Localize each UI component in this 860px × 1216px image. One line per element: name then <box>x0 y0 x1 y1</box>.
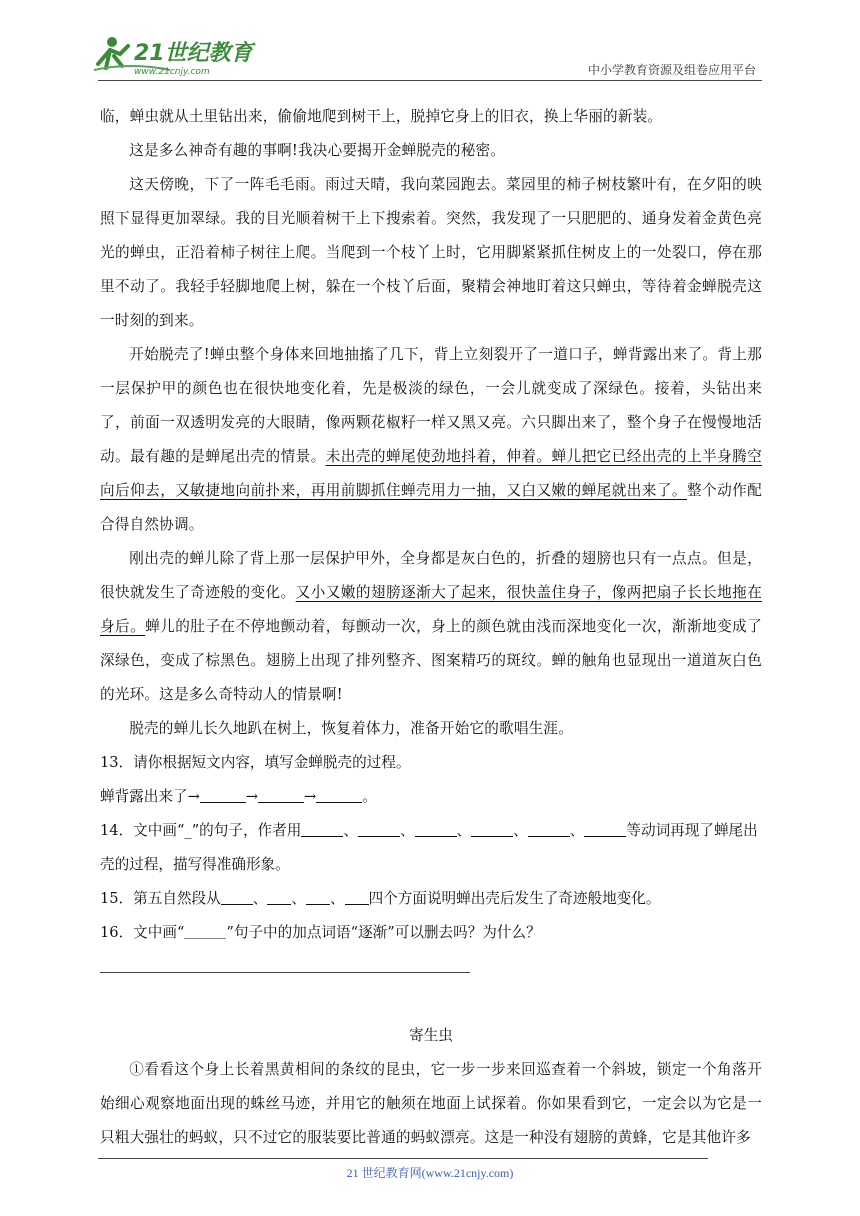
paragraph <box>100 338 762 542</box>
answer-blank[interactable] <box>306 888 330 905</box>
document-body <box>100 100 762 1155</box>
answer-blank[interactable] <box>471 820 513 837</box>
underlined-sentence: 又小又嫩的翅膀逐渐大了起来，很快盖住身子，像两把扇子长长地拖在身后。 <box>100 584 762 635</box>
answer-blank[interactable] <box>200 786 246 803</box>
paragraph <box>100 542 762 712</box>
answer-blank[interactable] <box>345 888 369 905</box>
header-divider <box>98 80 762 81</box>
paragraph: ①看看这个身上长着黑黄相间的条纹的昆虫，它一步一步来回巡查着一个斜坡，锁定一个角落开始细心观察地面出现的蛛丝马迹，并用它的触须在地面上试探着。你如果看到它，一定会以为它是一只粗大强壮的蚂蚁，只不过它的服装要比普通的蚂蚁漂亮。这是一种没有翅膀的黄蜂，它是其他许多 <box>100 1061 762 1146</box>
question-14: 14．文中画“_”的句子，作者用 、 、 、 、 、 等动词再现了蝉尾出壳的过程，描写得准确形象。 <box>100 822 758 873</box>
text-segment: 蝉儿的肚子在不停地颤动着，每颤动一次，身上的颜色就由浅而深地变化一次，渐渐地变成了深绿色，变成了棕黑色。翅膀上出现了排列整齐、图案精巧的斑纹。蝉的触角也显现出一道道灰白色的光环。这是多么奇特动人的情景啊! <box>100 618 762 703</box>
answer-line[interactable] <box>100 972 470 973</box>
underline-sample <box>184 922 226 939</box>
platform-name: 中小学教育资源及组卷应用平台 <box>587 63 756 77</box>
question-16: 16．文中画“ ”句子中的加点词语“逐渐”可以删去吗？为什么？ <box>100 924 541 941</box>
question-13: 13．请你根据短文内容，填写金蝉脱壳的过程。 <box>100 754 411 771</box>
footer-divider <box>98 1158 708 1159</box>
question-15: 15．第五自然段从 、 、 、 四个方面说明蝉出壳后发生了奇迹般地变化。 <box>100 890 661 907</box>
answer-blank[interactable] <box>584 820 626 837</box>
underlined-sentence: 未出壳的蝉尾使劲地抖着，伸着。蝉儿把它已经出壳的上半身腾空向后仰去，又敏捷地向前扑来，再用前脚抓住蝉壳用力一抽，又白又嫩的蝉尾就出来了。 <box>100 448 762 499</box>
answer-blank[interactable] <box>258 786 304 803</box>
page-footer: 21 世纪教育网(www.21cnjy.com) <box>346 1166 514 1180</box>
page-header <box>0 0 860 82</box>
answer-blank[interactable] <box>415 820 457 837</box>
svg-text:www.21cnjy.com: www.21cnjy.com <box>134 67 210 77</box>
answer-blank[interactable] <box>358 820 400 837</box>
text-segment: 刚出壳的蝉儿除了背上那一层保护甲外，全身都是灰白色的，折叠的翅膀也只有一点点。但是，很快就发生了奇迹般的变化。 <box>100 550 762 601</box>
answer-blank[interactable] <box>267 888 291 905</box>
site-logo <box>92 34 262 78</box>
paragraph: 这天傍晚，下了一阵毛毛雨。雨过天晴，我向菜园跑去。菜园里的柿子树枝繁叶有，在夕阳的映照下显得更加翠绿。我的目光顺着树干上下搜索着。突然，我发现了一只肥肥的、通身发着金黄色亮光的蝉虫，正沿着柿子树往上爬。当爬到一个枝丫上时，它用脚紧紧抓住树皮上的一处裂口，停在那里不动了。我轻手轻脚地爬上树，躲在一个枝丫后面，聚精会神地盯着这只蝉虫，等待着金蝉脱壳这一时刻的到来。 <box>100 176 762 329</box>
text-segment: 整个动作配合得自然协调。 <box>100 482 762 533</box>
paragraph: 脱壳的蝉儿长久地趴在树上，恢复着体力，准备开始它的歌唱生涯。 <box>129 720 574 737</box>
answer-blank[interactable] <box>316 786 362 803</box>
question-13-blanks: 蝉背露出来了→ → → 。 <box>100 788 377 805</box>
text-segment: 开始脱壳了!蝉虫整个身体来回地抽搐了几下，背上立刻裂开了一道口子，蝉背露出来了。背上那一层保护甲的颜色也在很快地变化着，先是极淡的绿色，一会儿就变成了深绿色。接着，头钻出来了，前面一双透明发亮的大眼睛，像两颗花椒籽一样又黑又亮。六只脚出来了，整个身子在慢慢地活动。最有趣的是蝉尾出壳的情景。 <box>100 346 762 465</box>
svg-text:21世纪教育: 21世纪教育 <box>134 41 253 66</box>
passage-title: 寄生虫 <box>409 1027 453 1044</box>
paragraph: 这是多么神奇有趣的事啊!我决心要揭开金蝉脱壳的秘密。 <box>129 142 506 159</box>
answer-blank[interactable] <box>221 888 253 905</box>
answer-blank[interactable] <box>301 820 343 837</box>
paragraph: 临，蝉虫就从土里钻出来，偷偷地爬到树干上，脱掉它身上的旧衣，换上华丽的新装。 <box>100 108 663 125</box>
answer-blank[interactable] <box>528 820 570 837</box>
